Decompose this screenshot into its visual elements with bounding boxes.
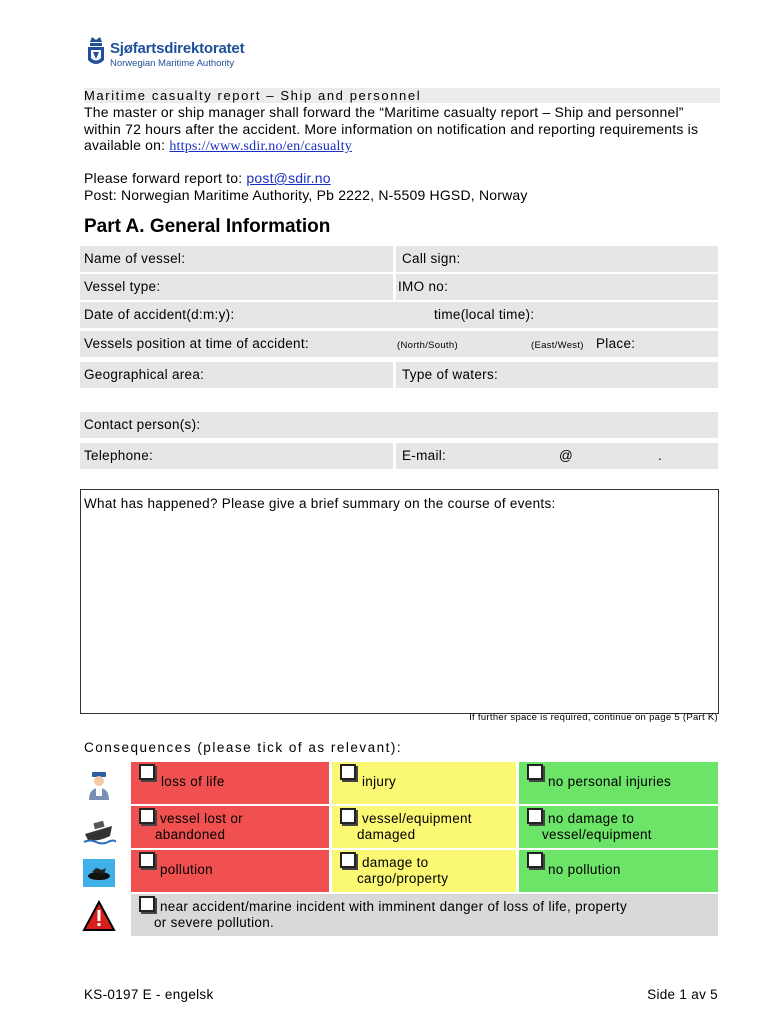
logo [86, 34, 256, 74]
warning-icon [82, 900, 116, 934]
intro-text: The master or ship manager shall forward the “Maritime casualty report – Ship and personnel” within 72 hours after the accident. More information on notification and reporting requirements is available on: [84, 104, 699, 153]
no-personal-injuries-label: no personal injuries [548, 774, 672, 789]
person-icon [82, 768, 116, 802]
type-of-waters-label: Type of waters: [402, 367, 499, 382]
checkbox-box[interactable] [340, 808, 356, 824]
intro-paragraph [84, 104, 724, 156]
email-label: E-mail: [402, 448, 447, 463]
checkbox-pollution[interactable] [131, 850, 329, 892]
email-at-sign: @ [559, 448, 574, 463]
vessel-type-label: Vessel type: [84, 279, 161, 294]
forward-info [84, 170, 724, 203]
imo-no-field[interactable] [396, 274, 718, 300]
cargo-damage-label-1: damage to [362, 855, 429, 870]
loss-of-life-label: loss of life [161, 774, 225, 789]
pollution-icon [82, 856, 116, 890]
vessel-position-row[interactable] [80, 331, 718, 357]
postal-address: Post: Norwegian Maritime Authority, Pb 2222, N-5509 HGSD, Norway [84, 186, 528, 203]
checkbox-box[interactable] [139, 764, 155, 780]
document-title: Maritime casualty report – Ship and personnel [84, 88, 720, 103]
checkbox-box[interactable] [139, 852, 155, 868]
part-a-title: Part A. General Information [84, 216, 331, 237]
logo-subtitle: Norwegian Maritime Authority [110, 58, 235, 69]
geo-area-field[interactable] [80, 362, 393, 388]
checkbox-cargo-damage[interactable] [332, 850, 516, 892]
contact-persons-label: Contact person(s): [84, 417, 201, 432]
forward-email-link[interactable]: post@sdir.no [246, 170, 331, 186]
ship-icon [82, 812, 116, 846]
checkbox-box[interactable] [340, 764, 356, 780]
form-code: KS-0197 E - engelsk [84, 987, 214, 1002]
crown-logo-icon [86, 34, 106, 70]
checkbox-vessel-damaged[interactable] [332, 806, 516, 848]
email-dot: . [658, 448, 663, 463]
checkbox-no-damage[interactable] [519, 806, 718, 848]
telephone-field[interactable] [80, 443, 393, 469]
cargo-damage-label-2: cargo/property [357, 871, 449, 886]
checkbox-box[interactable] [340, 852, 356, 868]
checkbox-vessel-lost[interactable] [131, 806, 329, 848]
place-label: Place: [596, 336, 636, 351]
forward-label: Please forward report to: [84, 170, 247, 186]
geo-area-label: Geographical area: [84, 367, 205, 382]
casualty-info-link[interactable]: https://www.sdir.no/en/casualty [169, 139, 352, 154]
checkbox-loss-of-life[interactable] [131, 762, 329, 804]
consequences-heading: Consequences (please tick of as relevant): [84, 740, 403, 755]
checkbox-no-pollution[interactable] [519, 850, 718, 892]
injury-label: injury [362, 774, 397, 789]
vessel-damaged-label-2: damaged [357, 827, 416, 842]
checkbox-box[interactable] [139, 896, 155, 912]
no-damage-label-2: vessel/equipment [542, 827, 652, 842]
vessel-lost-label-2: abandoned [155, 827, 226, 842]
checkbox-box[interactable] [527, 808, 543, 824]
no-pollution-label: no pollution [548, 862, 621, 877]
checkbox-box[interactable] [527, 852, 543, 868]
checkbox-near-accident[interactable] [131, 894, 718, 936]
east-west-label: (East/West) [531, 340, 584, 351]
telephone-label: Telephone: [84, 448, 154, 463]
date-time-row[interactable] [80, 302, 718, 328]
name-of-vessel-label: Name of vessel: [84, 251, 186, 266]
type-of-waters-field[interactable] [396, 362, 718, 388]
summary-textarea[interactable] [80, 489, 719, 714]
no-damage-label-1: no damage to [548, 811, 635, 826]
checkbox-box[interactable] [527, 764, 543, 780]
vessel-damaged-label-1: vessel/equipment [362, 811, 472, 826]
vessel-type-field[interactable] [80, 274, 393, 300]
summary-question: What has happened? Please give a brief summary on the course of events: [84, 496, 556, 511]
imo-no-label: IMO no: [398, 279, 449, 294]
name-of-vessel-field[interactable] [80, 246, 393, 272]
vessel-position-label: Vessels position at time of accident: [84, 336, 309, 351]
continuation-note: If further space is required, continue on page 5 (Part K) [469, 712, 718, 723]
logo-name: Sjøfartsdirektoratet [110, 40, 245, 57]
pollution-label: pollution [160, 862, 213, 877]
near-accident-label-2: or severe pollution. [154, 915, 275, 930]
email-field[interactable] [396, 443, 718, 469]
page-number: Side 1 av 5 [647, 987, 718, 1002]
near-accident-label-1: near accident/marine incident with imminent danger of loss of life, property [160, 899, 628, 914]
date-of-accident-label: Date of accident(d:m:y): [84, 307, 235, 322]
checkbox-injury[interactable] [332, 762, 516, 804]
contact-persons-field[interactable] [80, 412, 718, 438]
call-sign-field[interactable] [396, 246, 718, 272]
checkbox-box[interactable] [139, 808, 155, 824]
vessel-lost-label-1: vessel lost or [160, 811, 243, 826]
call-sign-label: Call sign: [402, 251, 461, 266]
north-south-label: (North/South) [397, 340, 458, 351]
time-local-label: time(local time): [434, 307, 535, 322]
checkbox-no-personal-injuries[interactable] [519, 762, 718, 804]
